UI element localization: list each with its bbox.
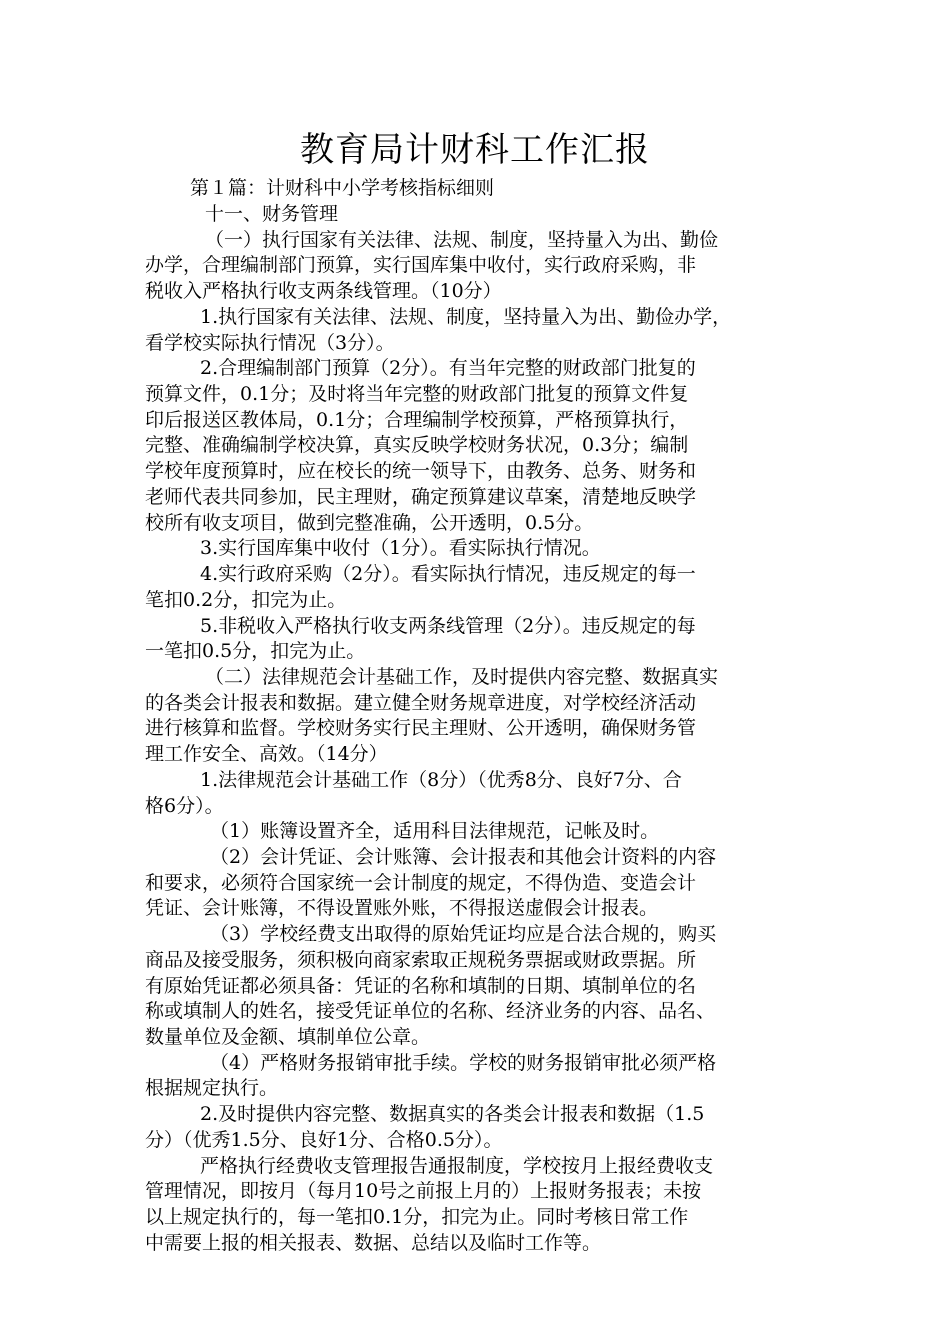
text-line: 分）（优秀1.5分、良好1分、合格0.5分）。 [145, 1129, 503, 1151]
text-line: 笔扣0.2分，扣完为止。 [145, 589, 347, 611]
text-line: 以上规定执行的，每一笔扣0.1分，扣完为止。同时考核日常工作 [145, 1206, 689, 1228]
text-line: 格6分）。 [145, 795, 224, 817]
text-line: 中需要上报的相关报表、数据、总结以及临时工作等。 [145, 1232, 602, 1254]
text-line: 数量单位及金额、填制单位公章。 [145, 1026, 431, 1048]
text-line: 完整、准确编制学校决算，真实反映学校财务状况，0.3分；编制 [145, 434, 689, 456]
text-line: 税收入严格执行收支两条线管理。（10分） [145, 280, 502, 302]
text-line: （4）严格财务报销审批手续。学校的财务报销审批必须严格 [210, 1052, 717, 1074]
text-line: 严格执行经费收支管理报告通报制度，学校按月上报经费收支 [200, 1155, 714, 1177]
text-line: 凭证、会计账簿，不得设置账外账，不得报送虚假会计报表。 [145, 897, 659, 919]
text-line: 进行核算和监督。学校财务实行民主理财、公开透明，确保财务管 [145, 717, 697, 739]
text-line: （3）学校经费支出取得的原始凭证均应是合法合规的，购买 [210, 923, 717, 945]
text-line: 1.法律规范会计基础工作（8分）（优秀8分、良好7分、合 [200, 769, 682, 791]
text-line: （1）账簿设置齐全，适用科目法律规范，记帐及时。 [210, 820, 660, 842]
text-line: 一笔扣0.5分，扣完为止。 [145, 640, 366, 662]
text-line: 管理情况，即按月（每月10号之前报上月的）上报财务报表；未按 [145, 1180, 702, 1202]
text-line: 和要求，必须符合国家统一会计制度的规定，不得伪造、变造会计 [145, 872, 697, 894]
text-line: 2.合理编制部门预算（2分）。有当年完整的财政部门批复的 [200, 357, 696, 379]
text-line: 的各类会计报表和数据。建立健全财务规章进度，对学校经济活动 [145, 692, 697, 714]
text-line: 预算文件，0.1分；及时将当年完整的财政部门批复的预算文件复 [145, 383, 689, 405]
section-heading: 第１篇：计财科中小学考核指标细则 [190, 177, 495, 199]
text-line: （二）法律规范会计基础工作，及时提供内容完整、数据真实 [205, 666, 719, 688]
text-line: （一）执行国家有关法律、法规、制度，坚持量入为出、勤俭 [205, 229, 719, 251]
text-line: 4.实行政府采购（2分）。看实际执行情况，违反规定的每一 [200, 563, 696, 585]
text-line: 根据规定执行。 [145, 1077, 279, 1099]
text-line: 印后报送区教体局，0.1分；合理编制学校预算，严格预算执行， [145, 409, 689, 431]
text-line: 学校年度预算时，应在校长的统一领导下，由教务、总务、财务和 [145, 460, 697, 482]
subsection-heading: 十一、财务管理 [205, 203, 339, 225]
text-line: （2）会计凭证、会计账簿、会计报表和其他会计资料的内容 [210, 846, 717, 868]
text-line: 商品及接受服务，须积极向商家索取正规税务票据或财政票据。所 [145, 949, 697, 971]
text-line: 办学，合理编制部门预算，实行国库集中收付，实行政府采购，非 [145, 254, 697, 276]
text-line: 称或填制人的姓名，接受凭证单位的名称、经济业务的内容、品名、 [145, 1000, 716, 1022]
text-line: 有原始凭证都必须具备：凭证的名称和填制的日期、填制单位的名 [145, 975, 697, 997]
document-title: 教育局计财科工作汇报 [300, 130, 650, 170]
text-line: 5.非税收入严格执行收支两条线管理（2分）。违反规定的每 [200, 615, 696, 637]
text-line: 校所有收支项目，做到完整准确，公开透明，0.5分。 [145, 512, 594, 534]
text-line: 看学校实际执行情况（3分）。 [145, 332, 395, 354]
text-line: 理工作安全、高效。（14分） [145, 743, 388, 765]
text-line: 3.实行国库集中收付（1分）。看实际执行情况。 [200, 537, 601, 559]
text-line: 1.执行国家有关法律、法规、制度，坚持量入为出、勤俭办学， [200, 306, 732, 328]
text-line: 2.及时提供内容完整、数据真实的各类会计报表和数据（1.5 [200, 1103, 705, 1125]
text-line: 老师代表共同参加，民主理财，确定预算建议草案，清楚地反映学 [145, 486, 697, 508]
